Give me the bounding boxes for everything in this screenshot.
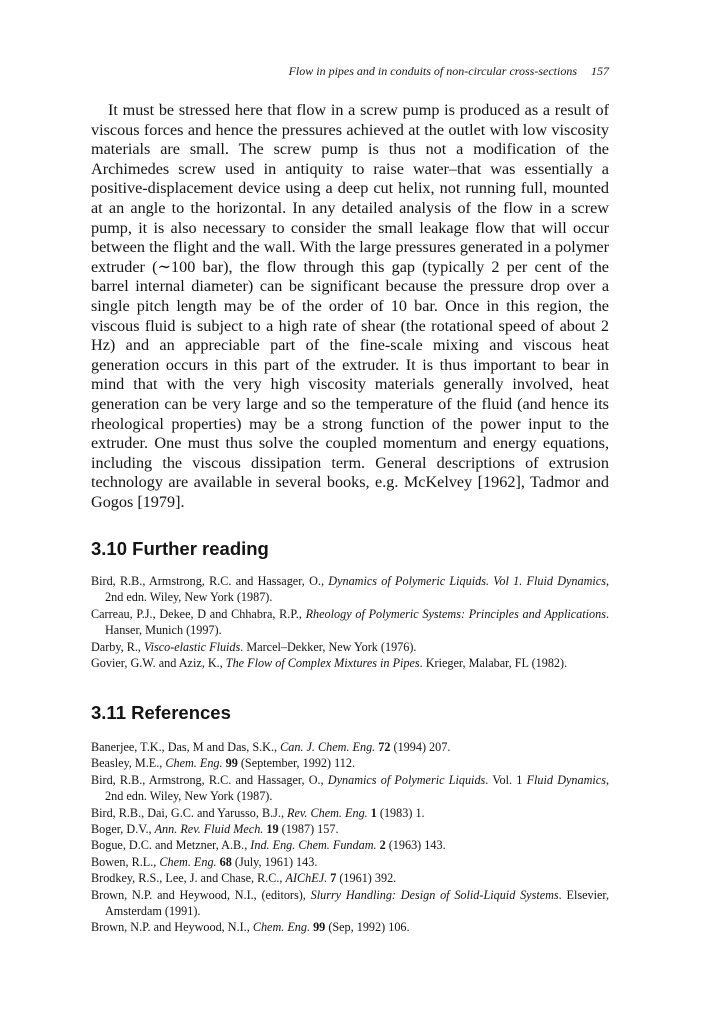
reference-entry: Bogue, D.C. and Metzner, A.B., Ind. Eng. Chem. Fundam. 2 (1963) 143. [91, 838, 446, 853]
reference-entry: Brown, N.P. and Heywood, N.I., Chem. Eng. 99 (Sep, 1992) 106. [91, 920, 410, 935]
further-reading-entry: Govier, G.W. and Aziz, K., The Flow of Complex Mixtures in Pipes. Krieger, Malabar, FL (1982). [91, 656, 568, 671]
reference-entry: Bird, R.B., Dai, G.C. and Yarusso, B.J., Rev. Chem. Eng. 1 (1983) 1. [91, 805, 425, 820]
references-list [91, 739, 609, 936]
page-number: 157 [591, 64, 609, 78]
reference-entry: Brodkey, R.S., Lee, J. and Chase, R.C., AIChEJ. 7 (1961) 392. [91, 871, 397, 886]
reference-entry: Boger, D.V., Ann. Rev. Fluid Mech. 19 (1987) 157. [91, 822, 339, 837]
reference-entry: Bird, R.B., Armstrong, R.C. and Hassager, O., Dynamics of Polymeric Liquids. Vol. 1 Fluid Dynamics, 2nd edn. Wiley, New York (1987). [91, 772, 609, 804]
reference-entry: Brown, N.P. and Heywood, N.I., (editors), Slurry Handling: Design of Solid-Liquid Systems. Elsevier, Amsterdam (1991). [91, 887, 609, 919]
further-reading-heading: 3.10 Further reading [91, 538, 269, 559]
references-heading: 3.11 References [91, 702, 231, 723]
further-reading-list [91, 573, 609, 671]
reference-entry: Bowen, R.L., Chem. Eng. 68 (July, 1961) 143. [91, 854, 318, 869]
body-paragraph: It must be stressed here that flow in a screw pump is produced as a result of viscous forces and hence the pressures achieved at the outlet with low viscosity materials are small. The screw pump is thus not a modification of the Archimedes screw used in antiquity to raise water–that was essentially a positive-displacement device using a deep cut helix, not running full, mounted at an angle to the horizontal. In any detailed analysis of the flow in a screw pump, it is also necessary to consider the small leakage flow that will occur between the flight and the wall. With the large pressures generated in a polymer extruder (∼100 bar), the flow through this gap (typically 2 per cent of the barrel internal diameter) can be significant because the pressure drop over a single pitch length may be of the order of 10 bar. Once in this region, the viscous fluid is subject to a high rate of shear (the rotational speed of about 2 Hz) and an appreciable part of the fine-scale mixing and viscous heat generation occurs in this part of the extruder. It is thus important to bear in mind that with the very high viscosity materials generally involved, heat generation can be very large and so the temperature of the fluid (and hence its rheological properties) may be a strong function of the power input to the extruder. One must thus solve the coupled momentum and energy equations, including the viscous dissipation term. General descriptions of extrusion technology are available in several books, e.g. McKelvey [1962], Tadmor and Gogos [1979]. [91, 101, 609, 511]
reference-entry: Banerjee, T.K., Das, M and Das, S.K., Can. J. Chem. Eng. 72 (1994) 207. [91, 740, 451, 754]
further-reading-entry: Carreau, P.J., Dekee, D and Chhabra, R.P., Rheology of Polymeric Systems: Principles and Applications. Hanser, Munich (1997). [91, 606, 610, 638]
running-title: Flow in pipes and in conduits of non-circular cross-sections [288, 64, 577, 78]
further-reading-entry: Bird, R.B., Armstrong, R.C. and Hassager, O., Dynamics of Polymeric Liquids. Vol 1. Fluid Dynamics, 2nd edn. Wiley, New York (1987). [91, 574, 609, 605]
running-header [91, 63, 609, 79]
reference-entry: Beasley, M.E., Chem. Eng. 99 (September, 1992) 112. [91, 756, 355, 771]
further-reading-entry: Darby, R., Visco-elastic Fluids. Marcel–Dekker, New York (1976). [91, 639, 417, 654]
